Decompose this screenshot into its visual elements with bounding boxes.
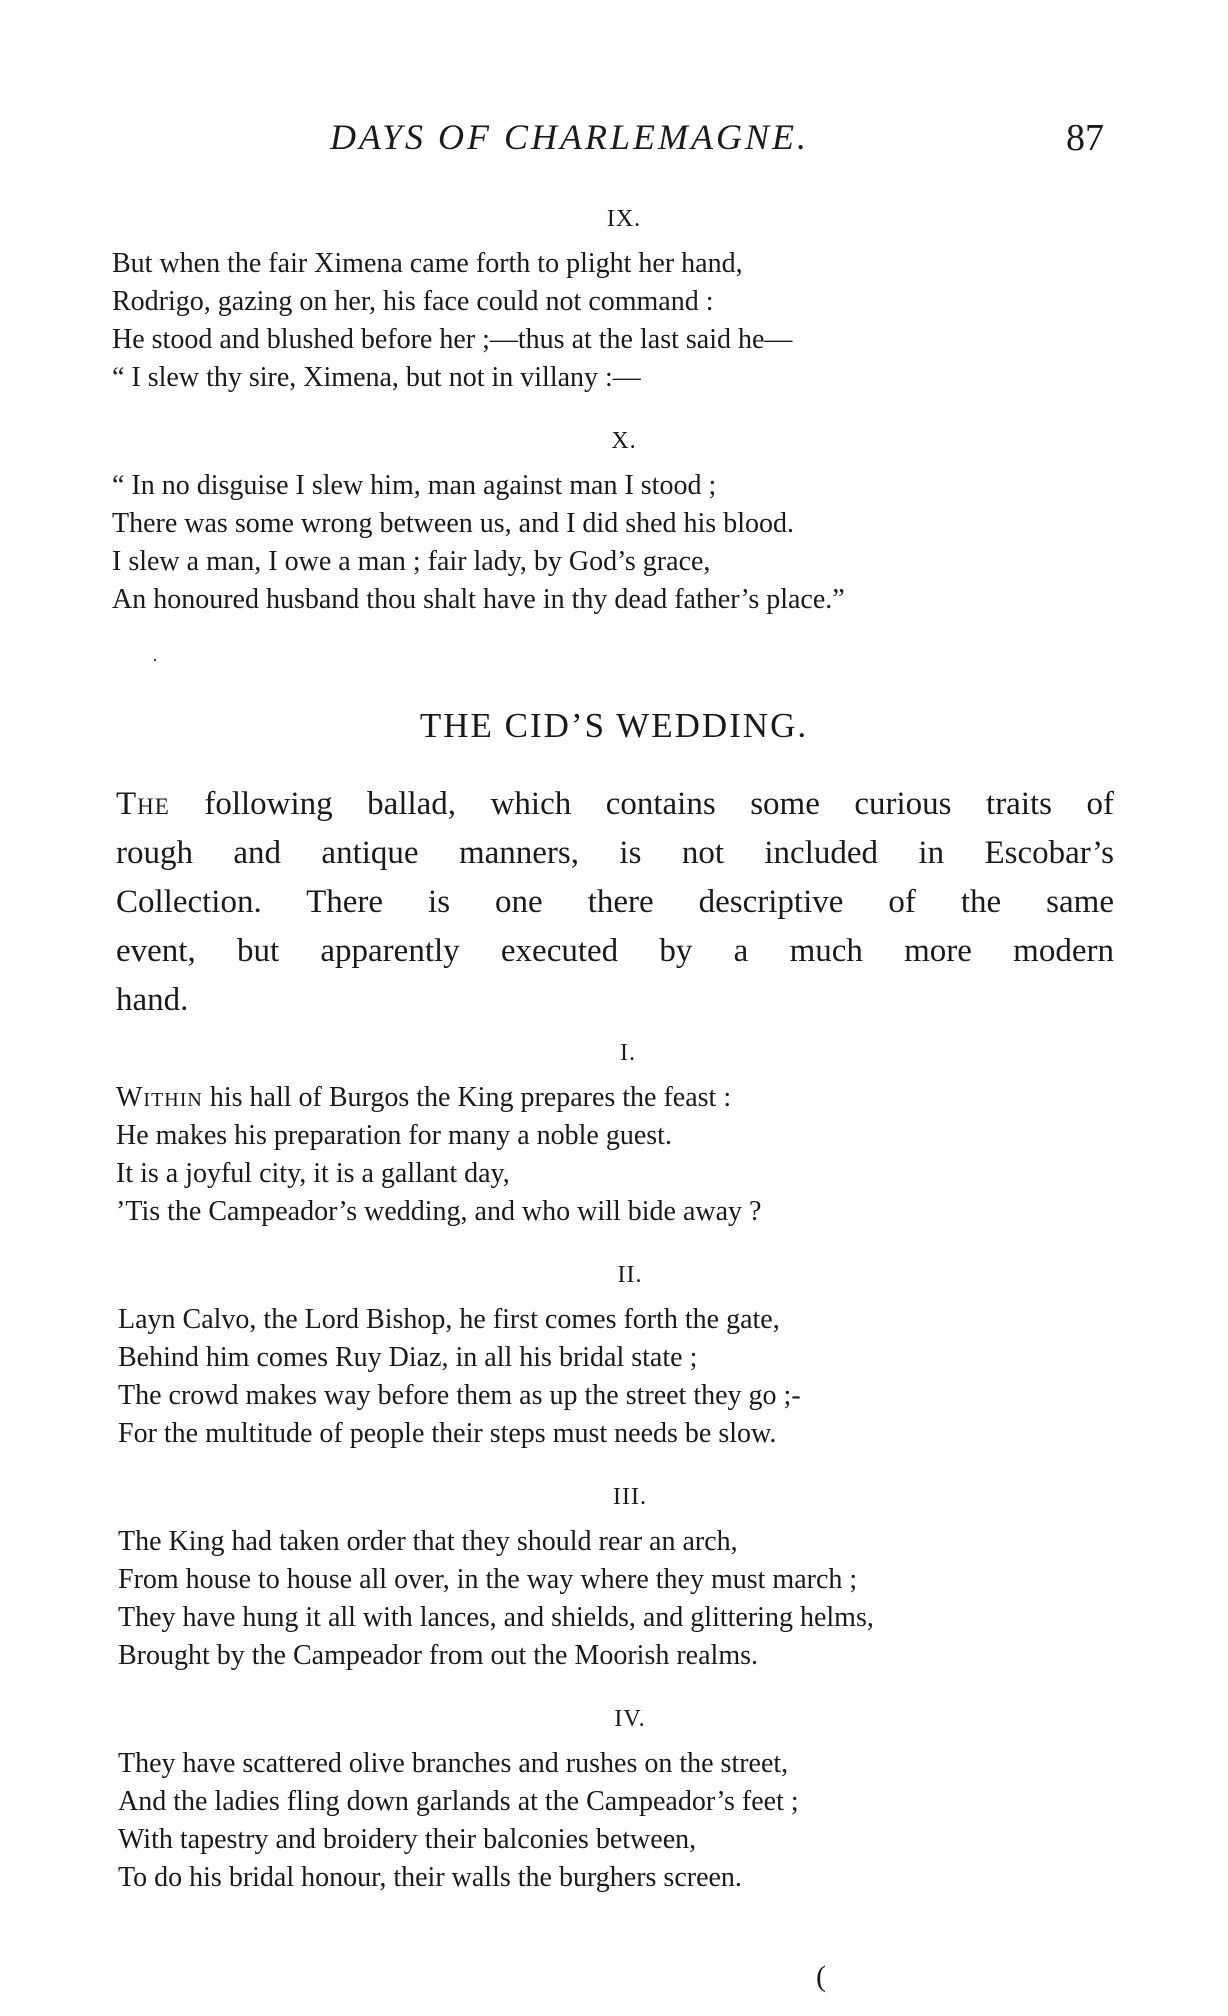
verse-line: From house to house all over, in the way where they must march ; bbox=[118, 1564, 858, 1595]
verse-line: The King had taken order that they should rear an arch, bbox=[118, 1526, 738, 1557]
ballad-stanza-iii bbox=[118, 1484, 1118, 1675]
verse-line: “ I slew thy sire, Ximena, but not in villany :— bbox=[112, 362, 641, 393]
intro-first-word: The bbox=[116, 786, 170, 822]
stanza-lines bbox=[118, 1301, 1118, 1453]
section-title: THE CID’S WEDDING. bbox=[419, 706, 809, 745]
verse-line: They have hung it all with lances, and shields, and glittering helms, bbox=[118, 1602, 874, 1633]
stanza-lines bbox=[118, 1745, 1118, 1897]
verse-line: He stood and blushed before her ;—thus at the last said he— bbox=[112, 324, 793, 355]
page-number: 87 bbox=[1066, 117, 1104, 159]
verse-line bbox=[116, 1079, 1116, 1117]
stanza-numeral: II. bbox=[617, 1262, 643, 1288]
prose-line bbox=[116, 780, 1114, 829]
verse-line: It is a joyful city, it is a gallant day, bbox=[116, 1158, 510, 1189]
prose-line: rough and antique manners, is not included in Escobar’s bbox=[116, 835, 1114, 871]
prose-line-text: following ballad, which contains some curious traits of bbox=[204, 786, 1115, 822]
stanza-lines bbox=[112, 245, 1112, 397]
verse-line: The crowd makes way before them as up the street they go ;- bbox=[118, 1380, 801, 1411]
verse-line: Behind him comes Ruy Diaz, in all his bridal state ; bbox=[118, 1342, 698, 1373]
ballad-stanza-iv bbox=[118, 1706, 1118, 1897]
intro-paragraph bbox=[116, 780, 1114, 1025]
verse-line: Brought by the Campeador from out the Moorish realms. bbox=[118, 1640, 758, 1671]
verse-line: And the ladies fling down garlands at the Campeador’s feet ; bbox=[118, 1786, 799, 1817]
verse-line: With tapestry and broidery their balconies between, bbox=[118, 1824, 697, 1855]
running-title: DAYS OF CHARLEMAGNE. bbox=[330, 117, 809, 157]
verse-line: ’Tis the Campeador’s wedding, and who will bide away ? bbox=[116, 1196, 762, 1227]
prose-line: Collection. There is one there descriptive of the same bbox=[116, 884, 1114, 920]
stanza-numeral: III. bbox=[613, 1484, 647, 1510]
prose-line: hand. bbox=[116, 982, 189, 1018]
verse-line: To do his bridal honour, their walls the burghers screen. bbox=[118, 1862, 742, 1893]
ballad-stanza-ii bbox=[118, 1262, 1118, 1453]
ballad-stanza-i bbox=[116, 1040, 1116, 1231]
stanza-x bbox=[112, 428, 1112, 619]
verse-line: Rodrigo, gazing on her, his face could not command : bbox=[112, 286, 714, 317]
stanza-lines bbox=[112, 467, 1112, 619]
verse-line: “ In no disguise I slew him, man against man I stood ; bbox=[112, 470, 717, 501]
stanza-lines bbox=[116, 1079, 1116, 1231]
stanza-numeral: IX. bbox=[606, 206, 642, 232]
stray-bracket: ( bbox=[816, 1960, 826, 1993]
stanza-numeral: I. bbox=[620, 1040, 636, 1066]
stanza-lines bbox=[118, 1523, 1118, 1675]
verse-line: For the multitude of people their steps must needs be slow. bbox=[118, 1418, 777, 1449]
verse-line: I slew a man, I owe a man ; fair lady, by God’s grace, bbox=[112, 546, 711, 577]
stray-dot: · bbox=[152, 650, 158, 670]
stanza-numeral: X. bbox=[611, 428, 637, 454]
stanza-ix bbox=[112, 206, 1112, 397]
verse-line: There was some wrong between us, and I did shed his blood. bbox=[112, 508, 794, 539]
verse-line: But when the fair Ximena came forth to plight her hand, bbox=[112, 248, 743, 279]
ballad-first-word: Within bbox=[116, 1082, 203, 1113]
verse-line-text: his hall of Burgos the King prepares the feast : bbox=[202, 1082, 732, 1113]
stanza-numeral: IV. bbox=[614, 1706, 646, 1732]
verse-line: An honoured husband thou shalt have in thy dead father’s place.” bbox=[112, 584, 845, 615]
verse-line: They have scattered olive branches and rushes on the street, bbox=[118, 1748, 789, 1779]
verse-line: He makes his preparation for many a noble guest. bbox=[116, 1120, 672, 1151]
verse-line: Layn Calvo, the Lord Bishop, he first comes forth the gate, bbox=[118, 1304, 780, 1335]
prose-line: event, but apparently executed by a much more modern bbox=[116, 933, 1114, 969]
running-head bbox=[0, 116, 1228, 166]
